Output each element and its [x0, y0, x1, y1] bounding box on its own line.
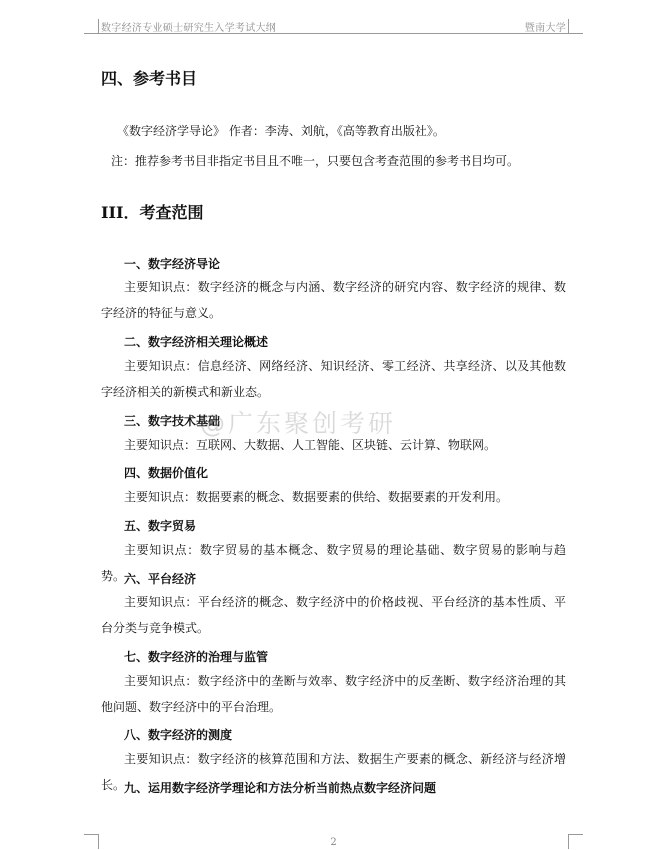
header-right: 暨南大学 [524, 23, 566, 34]
topic-content: 主要知识点：数字经济的核算范围和方法、数据生产要素的概念、新经济与经济增长。 [101, 752, 566, 792]
topic-title: 四、数据价值化 [124, 466, 209, 480]
reference-note: 注：推荐参考书目非指定书目且不唯一，只要包含考查范围的参考书目均可。 [111, 154, 520, 168]
topic-content: 主要知识点：数据要素的概念、数据要素的供给、数据要素的开发利用。 [124, 490, 509, 504]
header-rule [98, 33, 569, 34]
topic-title: 一、数字经济导论 [124, 257, 221, 271]
crop-mark-top-left [84, 19, 99, 34]
section3-title: III．考查范围 [101, 203, 204, 222]
topic-title: 九、运用数字经济学理论和方法分析当前热点数字经济问题 [124, 781, 437, 795]
topic-content: 主要知识点：数字经济的概念与内涵、数字经济的研究内容、数字经济的规律、数字经济的特征与意义。 [101, 280, 566, 320]
reference-book: 《数字经济学导论》 作者：李涛、刘航，《高等教育出版社》。 [117, 124, 445, 138]
topic-title: 七、数字经济的治理与监管 [124, 650, 269, 664]
topic-content: 主要知识点：信息经济、网络经济、知识经济、零工经济、共享经济、以及其他数字经济相关的新模式和新业态。 [101, 359, 566, 399]
topic-content: 主要知识点：平台经济的概念、数字经济中的价格歧视、平台经济的基本性质、平台分类与竞争模式。 [101, 595, 566, 635]
crop-mark-top-right [568, 19, 583, 34]
watermark: @广东聚创考研 [200, 409, 397, 438]
topic-title: 六、平台经济 [124, 572, 197, 586]
topic-title: 二、数字经济相关理论概述 [124, 335, 269, 349]
topic-content: 主要知识点：数字经济中的垄断与效率、数字经济中的反垄断、数字经济治理的其他问题、数字经济中的平台治理。 [101, 674, 566, 714]
header-left: 数字经济专业硕士研究生入学考试大纲 [101, 23, 277, 34]
topic-content: 主要知识点：数字贸易的基本概念、数字贸易的理论基础、数字贸易的影响与趋势。 [101, 543, 566, 583]
topic-title: 三、数字技术基础 [124, 414, 221, 428]
page-number: 2 [330, 837, 337, 848]
topic-title: 八、数字经济的测度 [124, 728, 233, 742]
section4-title: 四、参考书目 [101, 69, 198, 88]
topic-title: 五、数字贸易 [124, 519, 197, 533]
topic-content: 主要知识点：互联网、大数据、人工智能、区块链、云计算、物联网。 [124, 438, 497, 452]
